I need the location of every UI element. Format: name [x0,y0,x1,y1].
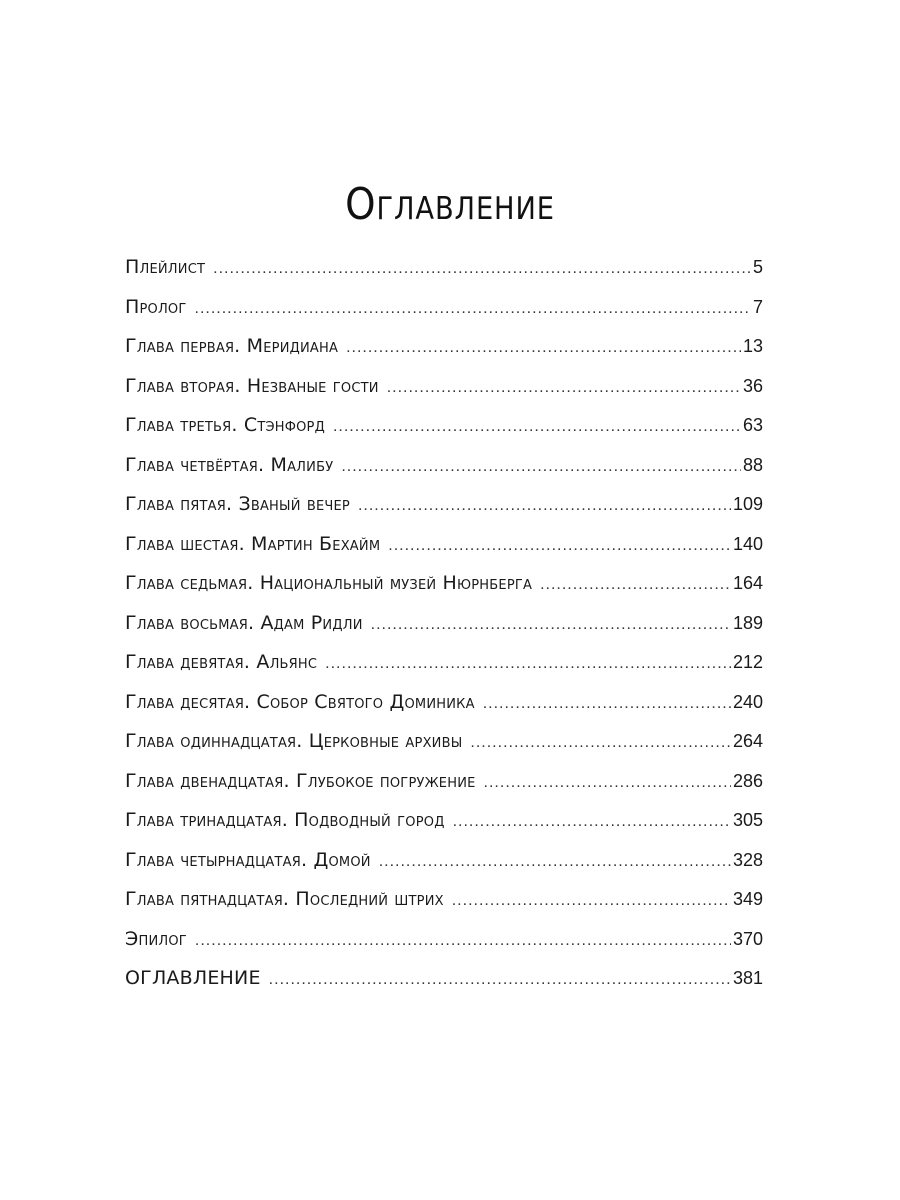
toc-entry-chapter-8[interactable] [125,608,763,648]
toc-entry-page: 264 [732,731,763,751]
toc-entry-title: Глава пятнадцатая. Последний штрих [125,888,444,910]
dot-leader [483,689,731,719]
toc-entry-title: Глава двенадцатая. Глубокое погружение [125,769,476,792]
dot-leader [387,373,741,403]
toc-entry-page: 189 [732,612,763,633]
toc-entry-title: Глава третья. Стэнфорд [125,414,325,436]
toc-entry-chapter-9[interactable] [125,647,763,687]
dot-leader [540,570,731,600]
table-of-contents [125,252,763,1003]
toc-entry-chapter-15[interactable] [125,884,763,924]
toc-entry-chapter-5[interactable] [125,489,763,529]
toc-entry-chapter-1[interactable] [125,331,763,371]
toc-entry-page: 109 [732,494,763,514]
toc-entry-chapter-2[interactable] [125,371,763,411]
dot-leader [358,491,731,521]
dot-leader [371,610,731,640]
toc-entry-page: 349 [732,889,763,909]
toc-entry-title: Глава тринадцатая. Подводный город [125,809,445,831]
dot-leader [470,728,731,758]
toc-entry-page: 370 [732,928,763,949]
toc-entry-contents[interactable] [125,963,763,1003]
toc-entry-page: 286 [732,770,763,791]
toc-entry-title: ОГЛАВЛЕНИЕ [125,967,261,989]
dot-leader [333,412,741,442]
toc-entry-chapter-13[interactable] [125,805,763,845]
dot-leader [453,807,731,837]
dot-leader [325,649,731,679]
toc-entry-chapter-6[interactable] [125,529,763,569]
toc-entry-prologue[interactable] [125,292,763,332]
dot-leader [452,886,731,916]
toc-entry-title: Глава десятая. Собор Святого Доминика [125,690,475,713]
dot-leader [195,294,751,324]
toc-entry-epilogue[interactable] [125,924,763,964]
toc-entry-title: Глава седьмая. Национальный музей Нюрнберга [125,572,533,594]
toc-entry-title: Глава четвёртая. Малибу [125,453,334,476]
toc-entry-chapter-7[interactable] [125,568,763,608]
toc-entry-page: 328 [732,849,763,870]
toc-entry-page: 7 [752,296,763,317]
toc-entry-page: 212 [732,652,763,672]
page-title: Оглавление [345,179,555,231]
toc-entry-page: 13 [742,336,763,356]
dot-leader [195,926,731,956]
dot-leader [269,965,731,995]
toc-entry-chapter-4[interactable] [125,450,763,490]
toc-entry-title: Глава первая. Меридиана [125,335,339,357]
toc-entry-chapter-3[interactable] [125,410,763,450]
toc-entry-page: 381 [732,968,763,988]
toc-entry-playlist[interactable] [125,252,763,292]
toc-entry-page: 240 [732,691,763,712]
dot-leader [484,768,731,798]
dot-leader [341,452,741,482]
toc-entry-page: 164 [732,573,763,593]
dot-leader [388,531,731,561]
toc-entry-chapter-11[interactable] [125,726,763,766]
toc-entry-title: Плейлист [125,256,206,278]
toc-entry-title: Глава девятая. Альянс [125,651,318,673]
toc-entry-page: 140 [732,533,763,554]
toc-entry-title: Эпилог [125,927,187,950]
dot-leader [213,254,751,284]
toc-entry-title: Глава пятая. Званый вечер [125,493,350,515]
toc-entry-page: 305 [732,810,763,830]
toc-entry-chapter-14[interactable] [125,845,763,885]
toc-entry-page: 88 [742,454,763,475]
toc-entry-title: Глава одиннадцатая. Церковные архивы [125,730,463,752]
toc-entry-page: 36 [742,375,763,396]
toc-entry-title: Глава вторая. Незваные гости [125,374,379,397]
toc-entry-title: Глава шестая. Мартин Бехайм [125,532,381,555]
toc-entry-title: Глава четырнадцатая. Домой [125,848,371,871]
toc-entry-page: 63 [742,415,763,435]
toc-entry-chapter-10[interactable] [125,687,763,727]
toc-entry-page: 5 [752,257,763,277]
toc-entry-title: Пролог [125,295,187,318]
dot-leader [379,847,731,877]
toc-entry-chapter-12[interactable] [125,766,763,806]
toc-entry-title: Глава восьмая. Адам Ридли [125,611,363,634]
dot-leader [346,333,741,363]
